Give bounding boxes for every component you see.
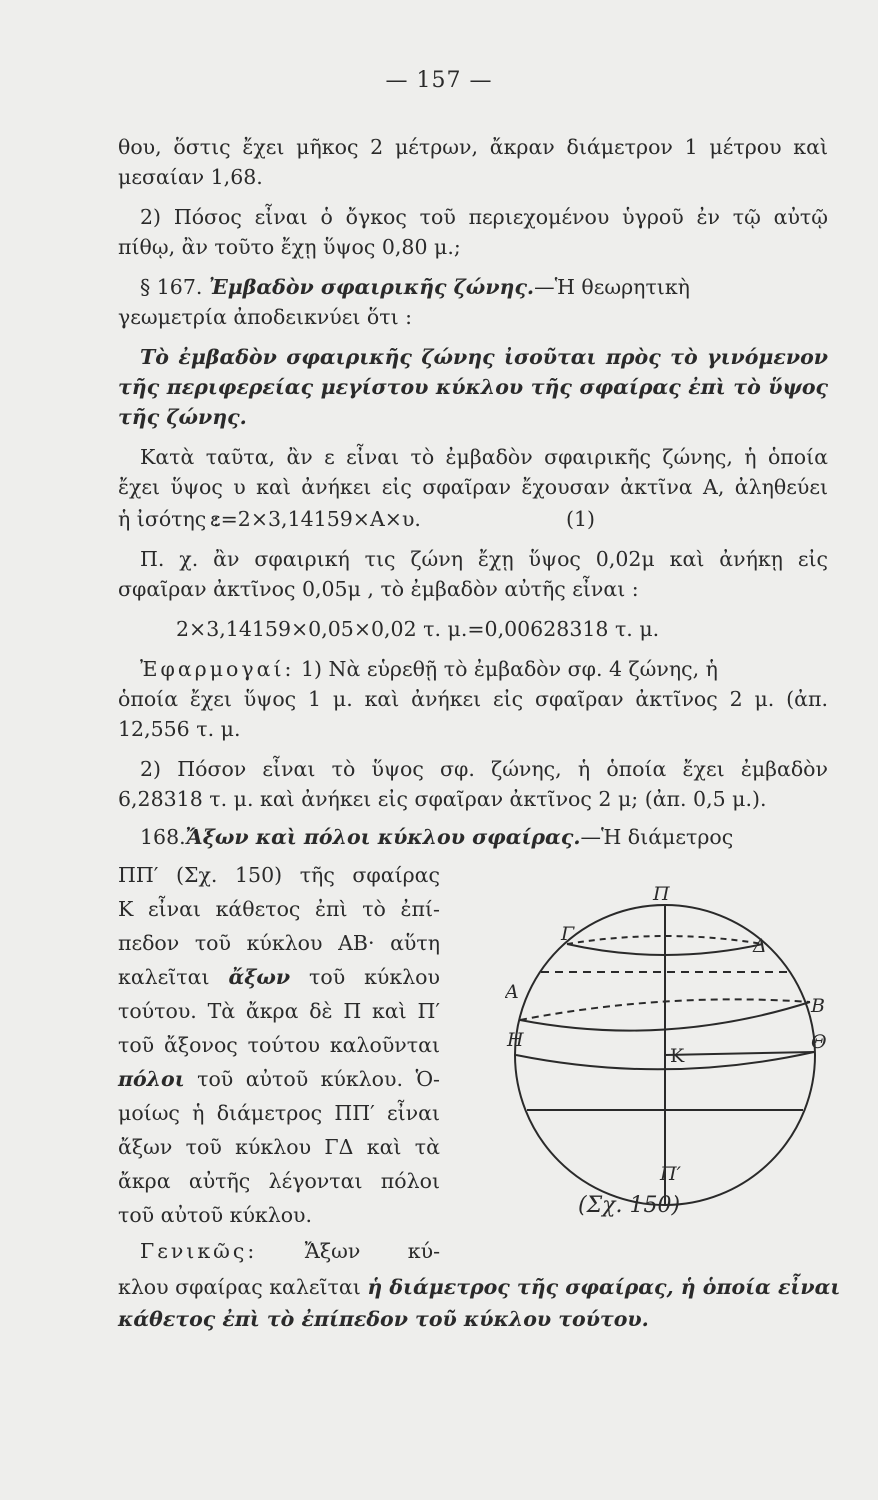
text-line: πίθῳ, ἂν τοῦτο ἔχῃ ὕψος 0,80 μ.; (118, 235, 461, 259)
text-line: Π. χ. ἂν σφαιρική τις ζώνη ἔχῃ ὕψος 0,02μ καὶ ἀνήκῃ εἰς (140, 547, 828, 571)
theorem-line: τῆς ζώνης. (118, 405, 247, 429)
label-pi-top: Π (653, 883, 670, 905)
section-168-heading (140, 824, 828, 850)
text-line: τοῦ ἄξονος τούτου καλοῦνται (118, 1033, 440, 1057)
text-line: πόλοι τοῦ αὐτοῦ κύκλου. Ὁ- (118, 1067, 440, 1091)
text-line: 6,28318 τ. μ. καὶ ἀνήκει εἰς σφαῖραν ἀκτῖνος 2 μ; (ἀπ. 0,5 μ.). (118, 787, 767, 811)
label-eta: Η (507, 1029, 524, 1051)
term-poles: πόλοι (118, 1067, 185, 1091)
label-alpha: Α (505, 981, 519, 1003)
text-line: θου, ὅστις ἔχει μῆκος 2 μέτρων, ἄκραν διάμετρον 1 μέτρου καὶ (118, 135, 828, 159)
generally-line: Γενικῶς: Ἄξων κύ- (140, 1239, 440, 1263)
equation-number: (1) (566, 507, 596, 531)
label-gamma: Γ (561, 923, 575, 945)
text-line: ἡ ἰσότης : (118, 507, 220, 531)
formula-1: ε=2×3,14159×Α×υ. (210, 507, 421, 531)
text-line: μοίως ἡ διάμετρος ΠΠ′ εἶναι (118, 1101, 440, 1125)
text-line: Κατὰ ταῦτα, ἂν ε εἶναι τὸ ἐμβαδὸν σφαιρικῆς ζώνης, ἡ ὁποία (140, 445, 828, 469)
section-number: 168. (140, 825, 186, 849)
label-kappa: Κ (670, 1045, 685, 1067)
formula-example: 2×3,14159×0,05×0,02 τ. μ.=0,00628318 τ. μ. (176, 617, 660, 641)
section-intro: —Ἡ διάμετρος (580, 825, 734, 849)
section-title: Ἐμβαδὸν σφαιρικῆς ζώνης. (208, 275, 535, 299)
label-theta: Θ (811, 1031, 827, 1053)
text-line: μεσαίαν 1,68. (118, 165, 263, 189)
text-line: Κ εἶναι κάθετος ἐπὶ τὸ ἐπί- (118, 897, 440, 921)
definition-line: κάθετος ἐπὶ τὸ ἐπίπεδον τοῦ κύκλου τούτου. (118, 1307, 649, 1331)
text-line: 12,556 τ. μ. (118, 717, 241, 741)
label-delta: Δ (753, 935, 767, 957)
text-line: ἄξων τοῦ κύκλου ΓΔ καὶ τὰ (118, 1135, 440, 1159)
text-line: τούτου. Τὰ ἄκρα δὲ Π καὶ Π′ (118, 999, 440, 1023)
text-line: πεδον τοῦ κύκλου ΑΒ· αὕτη (118, 931, 440, 955)
applications-label: Ἐφαρμογαί: (140, 657, 295, 681)
sphere-figure (505, 880, 835, 1240)
text-line: καλεῖται ἄξων τοῦ κύκλου (118, 965, 440, 989)
application-2: 2) Πόσον εἶναι τὸ ὕψος σφ. ζώνης, ἡ ὁποία ἔχει ἐμβαδὸν (140, 757, 828, 781)
label-beta: Β (811, 995, 825, 1017)
definition-line: κλου σφαίρας καλεῖται ἡ διάμετρος τῆς σφαίρας, ἡ ὁποία εἶναι (118, 1275, 841, 1299)
applications-heading (140, 656, 828, 682)
figure-caption: (Σχ. 150) (578, 1193, 681, 1218)
theorem-line: Τὸ ἐμβαδὸν σφαιρικῆς ζώνης ἰσοῦται πρὸς τὸ γινόμενον (140, 345, 828, 369)
generally-label: Γενικῶς: (140, 1239, 258, 1263)
label-pi-bottom: Π′ (660, 1163, 681, 1185)
text-line: γεωμετρία ἀποδεικνύει ὅτι : (118, 305, 413, 329)
center-radius (665, 1052, 814, 1055)
term-axis: ἄξων (228, 965, 291, 989)
section-title: Ἄξων καὶ πόλοι κύκλου σφαίρας. (185, 825, 581, 849)
section-167-heading (140, 274, 828, 300)
exercise-2: 2) Πόσος εἶναι ὁ ὄγκος τοῦ περιεχομένου ὑγροῦ ἐν τῷ αὐτῷ (140, 205, 828, 229)
text-line: ἄκρα αὐτῆς λέγονται πόλοι (118, 1169, 440, 1193)
theorem-line: τῆς περιφερείας μεγίστου κύκλου τῆς σφαίρας ἐπὶ τὸ ὕψος (118, 375, 828, 399)
page-number: — 157 — (385, 68, 493, 93)
application-1: 1) Νὰ εὑρεθῇ τὸ ἐμβαδὸν σφ. 4 ζώνης, ἡ (300, 657, 718, 681)
text-line: ΠΠ′ (Σχ. 150) τῆς σφαίρας (118, 863, 440, 887)
text-line: σφαῖραν ἀκτῖνος 0,05μ , τὸ ἐμβαδὸν αὐτῆς εἶναι : (118, 577, 639, 601)
section-intro: —Ἡ θεωρητικὴ (534, 275, 690, 299)
text-line: ἔχει ὕψος υ καὶ ἀνήκει εἰς σφαῖραν ἔχουσαν ἀκτῖνα Α, ἀληθεύει (118, 475, 828, 499)
text-line: τοῦ αὐτοῦ κύκλου. (118, 1203, 313, 1227)
text-line: ὁποία ἔχει ὕψος 1 μ. καὶ ἀνήκει εἰς σφαῖραν ἀκτῖνος 2 μ. (ἀπ. (118, 687, 828, 711)
section-number: § 167. (140, 275, 203, 299)
